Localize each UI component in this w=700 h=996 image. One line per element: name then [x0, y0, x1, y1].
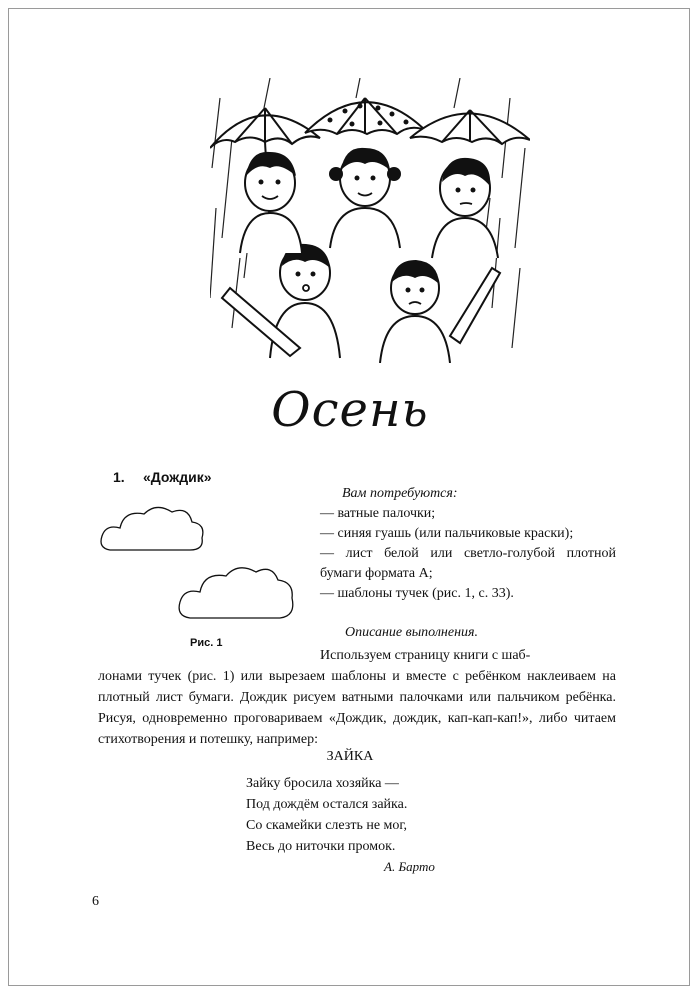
folded-umbrellas: [222, 268, 500, 356]
cloud-shape-top: [101, 507, 203, 550]
section-number: 1.: [113, 469, 125, 485]
poem-line: Под дождём остался зайка.: [246, 797, 408, 812]
description-text: лонами тучек (рис. 1) или вырезаем шаблоны и вместе с ребёнком наклеиваем на плотный лист бумаги. Дождик рисуем ватными палочками или пальчиком ребёнка. Рисуя, одновременно проговариваем «Дождик, дождик, кап-кап-кап!», либо читаем стихотворения и потешку, например:: [98, 669, 616, 747]
children-umbrellas-illustration: [210, 78, 530, 363]
materials-block: [320, 484, 616, 604]
section-title: «Дождик»: [143, 469, 212, 485]
umbrella-right: [410, 110, 530, 144]
materials-item: — лист белой или светло-голубой плотной бумаги формата А;: [320, 546, 616, 581]
figure-caption: Рис. 1: [190, 637, 223, 649]
poem-line: Весь до ниточки промок.: [246, 839, 396, 854]
section-heading: [113, 469, 212, 485]
description-title: Описание выполнения.: [345, 625, 479, 640]
description-paragraph: [98, 645, 616, 750]
umbrella-middle: [305, 98, 425, 134]
poem-title: ЗАЙКА: [326, 749, 374, 764]
materials-item: — ватные палочки;: [320, 506, 436, 521]
cloud-shape-bottom: [179, 568, 293, 618]
description-first-line: Используем страницу книги с шаб-: [320, 648, 531, 663]
poem-line: Со скамейки слезть не мог,: [246, 818, 408, 833]
poem: [246, 773, 407, 857]
materials-list: [320, 504, 616, 604]
page-number: 6: [92, 894, 99, 909]
materials-item: — шаблоны тучек (рис. 1, с. 33).: [320, 586, 514, 601]
chapter-title: Осень: [271, 382, 429, 438]
materials-item: — синяя гуашь (или пальчиковые краски);: [320, 526, 574, 541]
cloud-templates-figure: [98, 500, 298, 625]
poem-author: А. Барто: [384, 859, 435, 874]
materials-title: Вам потребуются:: [342, 486, 458, 501]
poem-line: Зайку бросила хозяйка —: [246, 776, 399, 791]
